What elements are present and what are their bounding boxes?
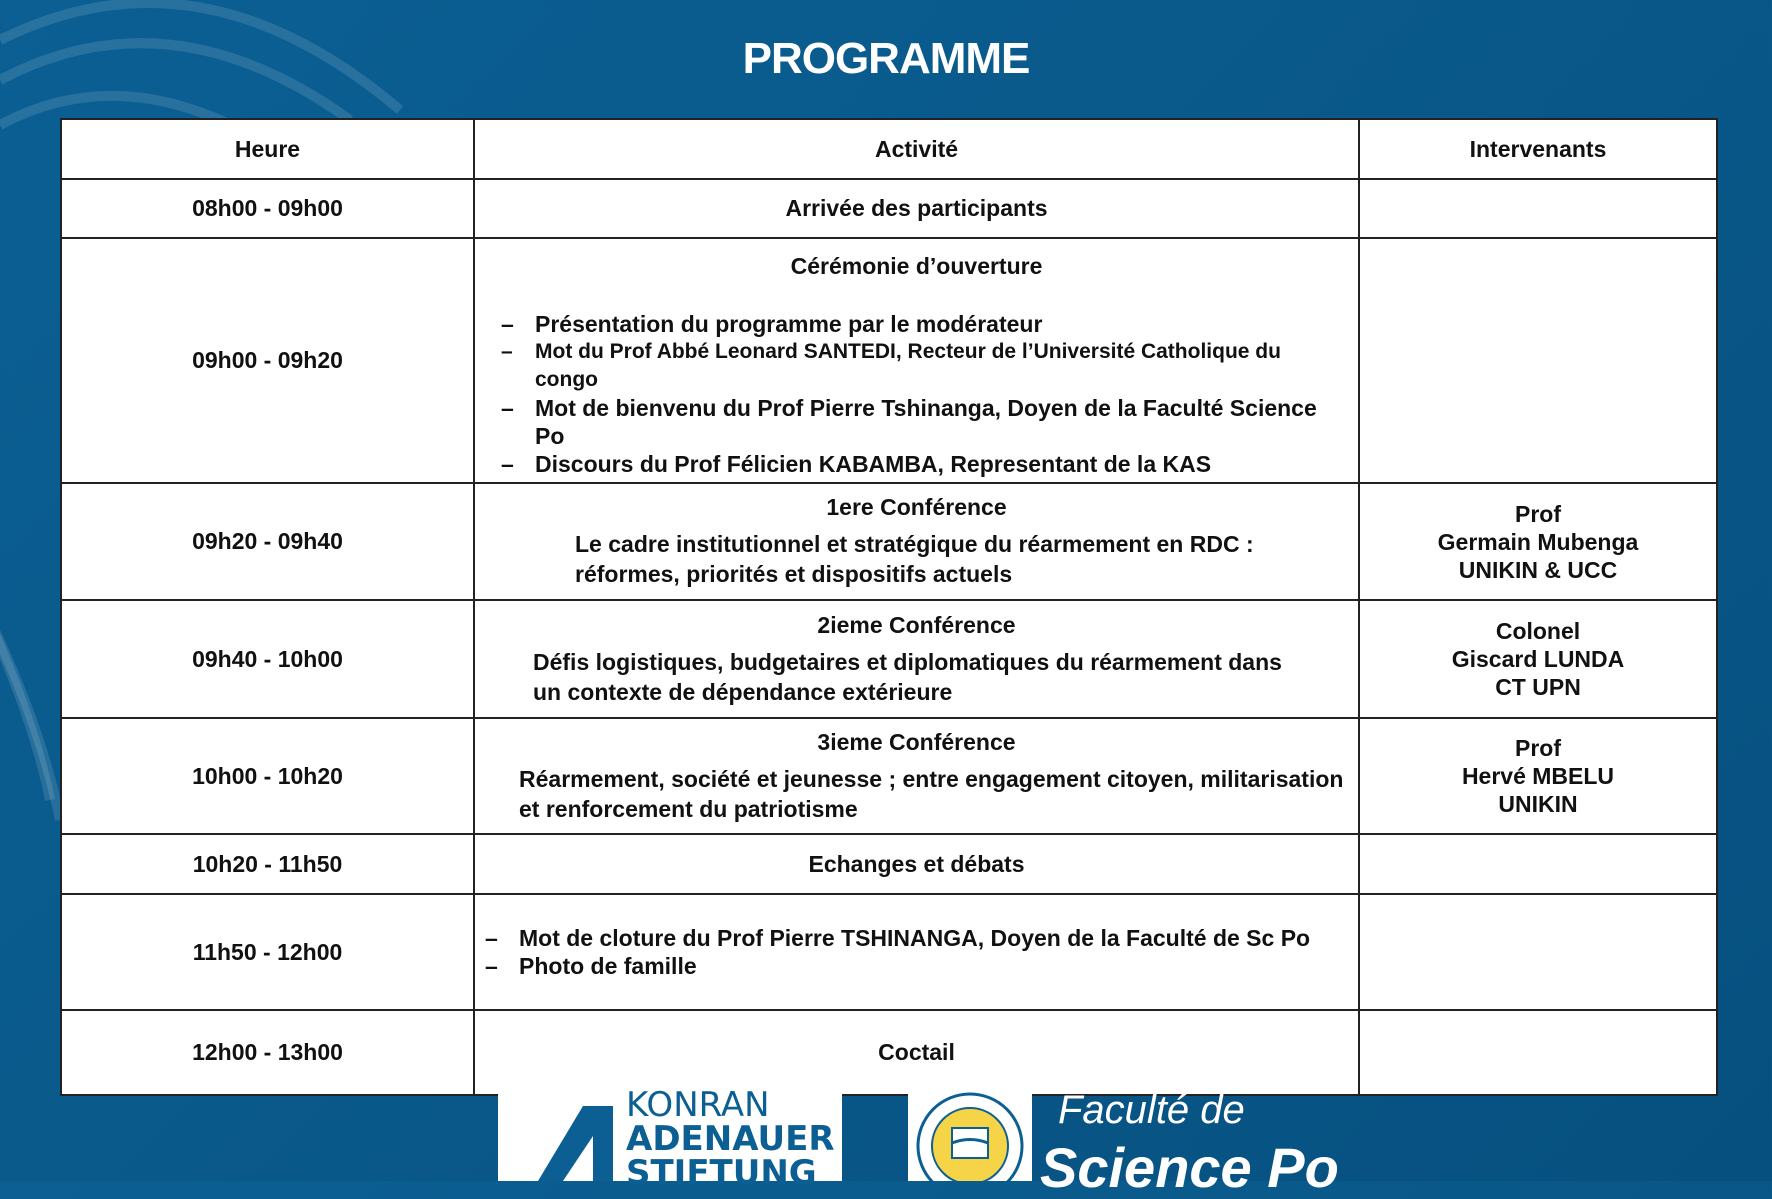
row-desc-line: Le cadre institutionnel et stratégique du réarmement en RDC : bbox=[575, 531, 1254, 557]
list-item: – Mot de bienvenu du Prof Pierre Tshinanga, Doyen de la Faculté Science Po bbox=[501, 394, 1348, 450]
row-desc-line: Réarmement, société et jeunesse ; entre engagement citoyen, militarisation bbox=[519, 765, 1344, 792]
row-speaker-empty bbox=[1359, 894, 1717, 1010]
kas-logo-icon bbox=[538, 1106, 618, 1181]
speaker-name: Germain Mubenga bbox=[1437, 528, 1639, 555]
table-row bbox=[61, 834, 1717, 894]
list-item: – Discours du Prof Félicien KABAMBA, Representant de la KAS bbox=[501, 450, 1348, 478]
speaker-title: Prof bbox=[1515, 500, 1561, 527]
list-item: – Mot du Prof Abbé Leonard SANTEDI, Recteur de l’Université Catholique du congo bbox=[501, 338, 1348, 394]
list-item: – Photo de famille bbox=[485, 952, 1348, 980]
table-row bbox=[61, 483, 1717, 600]
speaker-name: Giscard LUNDA bbox=[1451, 646, 1625, 672]
header-time: Heure bbox=[61, 119, 474, 179]
header-activity: Activité bbox=[474, 119, 1359, 179]
speaker-affiliation: UNIKIN & UCC bbox=[1458, 556, 1618, 583]
programme-table bbox=[60, 118, 1718, 1096]
table-header-row bbox=[61, 119, 1717, 179]
ucc-seal bbox=[908, 1088, 1032, 1181]
table-row bbox=[61, 179, 1717, 238]
row-title: 1ere Conférence bbox=[826, 494, 1007, 520]
kas-line: STIFTUNG bbox=[626, 1153, 817, 1193]
kas-line: KONRAN bbox=[626, 1085, 770, 1125]
row-time: 11h50 - 12h00 bbox=[61, 894, 474, 1010]
row-desc-line: un contexte de dépendance extérieure bbox=[533, 678, 953, 705]
row-time: 08h00 - 09h00 bbox=[61, 179, 474, 238]
faculty-line2: Science Po bbox=[1040, 1136, 1339, 1199]
row-title: Arrivée des participants bbox=[785, 195, 1048, 221]
footer-logos bbox=[0, 1085, 1772, 1199]
header-speakers: Intervenants bbox=[1359, 119, 1717, 179]
table-row bbox=[61, 238, 1717, 483]
list-item: – Présentation du programme par le modérateur bbox=[501, 310, 1348, 338]
kas-line: ADENAUER bbox=[626, 1119, 835, 1159]
row-time: 10h20 - 11h50 bbox=[61, 834, 474, 894]
kas-logo bbox=[498, 1085, 842, 1193]
table-row bbox=[61, 600, 1717, 718]
row-speaker-empty bbox=[1359, 238, 1717, 483]
row-title: 2ieme Conférence bbox=[817, 611, 1016, 638]
row-title: Cérémonie d’ouverture bbox=[790, 253, 1043, 279]
faculty-line1: Faculté de bbox=[1058, 1088, 1245, 1132]
row-title: Echanges et débats bbox=[808, 850, 1025, 877]
row-speaker-empty bbox=[1359, 179, 1717, 238]
ucc-seal-icon bbox=[908, 1088, 1032, 1181]
opening-items-list bbox=[485, 310, 1348, 478]
closing-items-list bbox=[485, 924, 1348, 980]
speaker-affiliation: CT UPN bbox=[1495, 674, 1581, 700]
table-row bbox=[61, 1010, 1717, 1095]
row-title: 3ieme Conférence bbox=[817, 728, 1016, 755]
row-desc-line: Défis logistiques, budgetaires et diplomatiques du réarmement dans bbox=[533, 648, 1282, 675]
row-time: 09h40 - 10h00 bbox=[61, 600, 474, 718]
row-time: 10h00 - 10h20 bbox=[61, 718, 474, 834]
speaker-title: Colonel bbox=[1495, 618, 1581, 644]
page-title: PROGRAMME bbox=[742, 34, 1030, 83]
table-row bbox=[61, 894, 1717, 1010]
row-desc-line: et renforcement du patriotisme bbox=[519, 795, 858, 822]
speaker-affiliation: UNIKIN bbox=[1498, 791, 1578, 817]
row-time: 09h00 - 09h20 bbox=[61, 238, 474, 483]
list-item: – Mot de cloture du Prof Pierre TSHINANGA, Doyen de la Faculté de Sc Po bbox=[485, 924, 1348, 952]
row-title: Coctail bbox=[878, 1039, 955, 1065]
speaker-name: Hervé MBELU bbox=[1461, 763, 1615, 789]
table-row bbox=[61, 718, 1717, 834]
speaker-title: Prof bbox=[1515, 735, 1561, 761]
row-desc-line: réformes, priorités et dispositifs actuels bbox=[575, 561, 1013, 587]
row-speaker-empty bbox=[1359, 1010, 1717, 1095]
row-time: 12h00 - 13h00 bbox=[61, 1010, 474, 1095]
row-speaker-empty bbox=[1359, 834, 1717, 894]
row-time: 09h20 - 09h40 bbox=[61, 483, 474, 600]
